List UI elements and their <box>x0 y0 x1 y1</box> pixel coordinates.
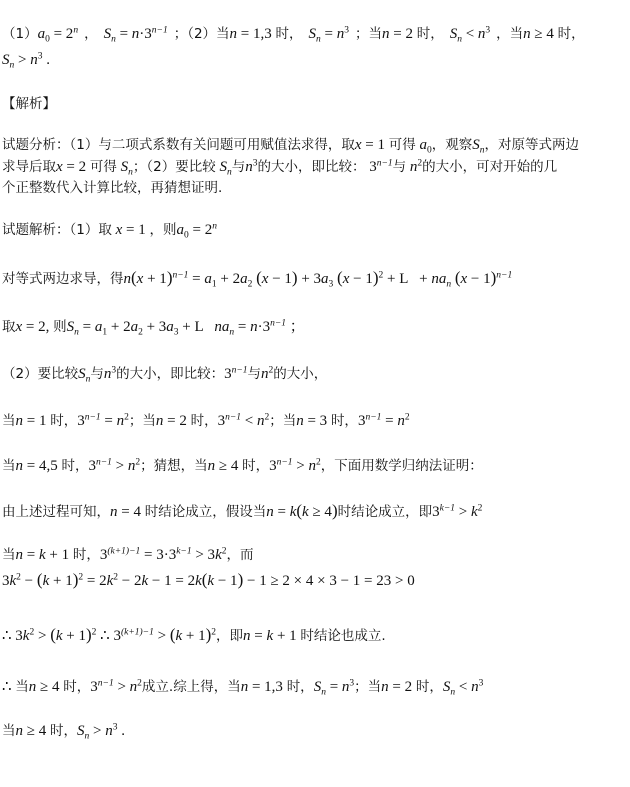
solution-line-8: 当n = k + 1 时，$3^{(k+1)-1} = 3\cdot 3^{k-1} > 3k^2$，而 <box>2 546 254 563</box>
solution-line-2: 对等式两边求导，得$n(x + 1)^{n-1} = a_1 + 2a_2$ $(x - 1) + 3a_3$ $(x - 1)^2 + L + na_n$ $(x - 1)^{n-1}$ <box>2 268 513 290</box>
solution-line-9: $3k^2 - (k + 1)^2 = 2k^2 - 2k - 1 = 2k(k - 1) - 1 \ge 2 \times 4 \times 3 - 1 = 23 > 0$ <box>2 570 415 589</box>
analysis-line-2: 求导后取x = 2 可得 $S_n$；（2）要比较 $S_n$与$n^3$的大小，即比较： $3^{n-1}$与 $n^2$的大小，可对开始的几 <box>2 158 558 178</box>
solution-line-1: 试题解析：（1）取 x = 1 ，则$a_0 = 2^n$ <box>2 221 217 241</box>
solution-line-12: 当n ≥ 4 时，$S_n > n^3$ . <box>2 722 125 742</box>
solution-line-10: ∴ $3k^2 > (k + 1)^2$ ∴ $3^{(k+1)-1} > (k + 1)^2$，即n = k + 1 时结论也成立. <box>2 625 386 644</box>
solution-line-3: 取x = 2, 则$S_n = a_1 + 2a_2 + 3a_3 + L$ $na_n = n\cdot 3^{n-1}$ ； <box>2 318 305 338</box>
solution-line-7: 由上述过程可知，n = 4 时结论成立，假设当n = k(k ≥ 4)时结论成立，即$3^{k-1} > k^2$ <box>2 501 483 520</box>
solution-line-11: ∴ 当n ≥ 4 时，$3^{n-1} > n^2$成立.综上得，当n = 1,3 时，$S_n = n^3$；当n = 2 时，$S_n < n^3$ <box>2 678 484 698</box>
solution-line-5: 当n = 1 时，$3^{n-1} = n^2$；当n = 2 时，$3^{n-1} < n^2$；当n = 3 时，$3^{n-1} = n^2$ <box>2 412 410 429</box>
analysis-line-1: 试题分析：（1）与二项式系数有关问题可用赋值法求得，取x = 1 可得 $a_0$，观察$S_n$，对原等式两边 <box>2 137 579 156</box>
answer-line-2: $S_n > n^3$ . <box>2 51 50 71</box>
answer-line-1: $(1)a_0 = 2^n$ ， $S_n = n\cdot 3^{n-1}$ ；（2）当n = 1,3 时， $S_n = n^3$ ；当n = 2 时， $S_n < n^3$ ，当n ≥ 4 时， <box>2 25 585 45</box>
analysis-heading: 【解析】 <box>2 96 56 112</box>
solution-line-4: （2）要比较$S_n$与$n^3$的大小，即比较：$3^{n-1}$与$n^2$的大小， <box>2 365 328 385</box>
analysis-line-3: 个正整数代入计算比较，再猜想证明. <box>2 180 223 196</box>
solution-line-6: 当n = 4,5 时，$3^{n-1} > n^2$；猜想，当n ≥ 4 时，$3^{n-1} > n^2$，下面用数学归纳法证明： <box>2 457 483 474</box>
